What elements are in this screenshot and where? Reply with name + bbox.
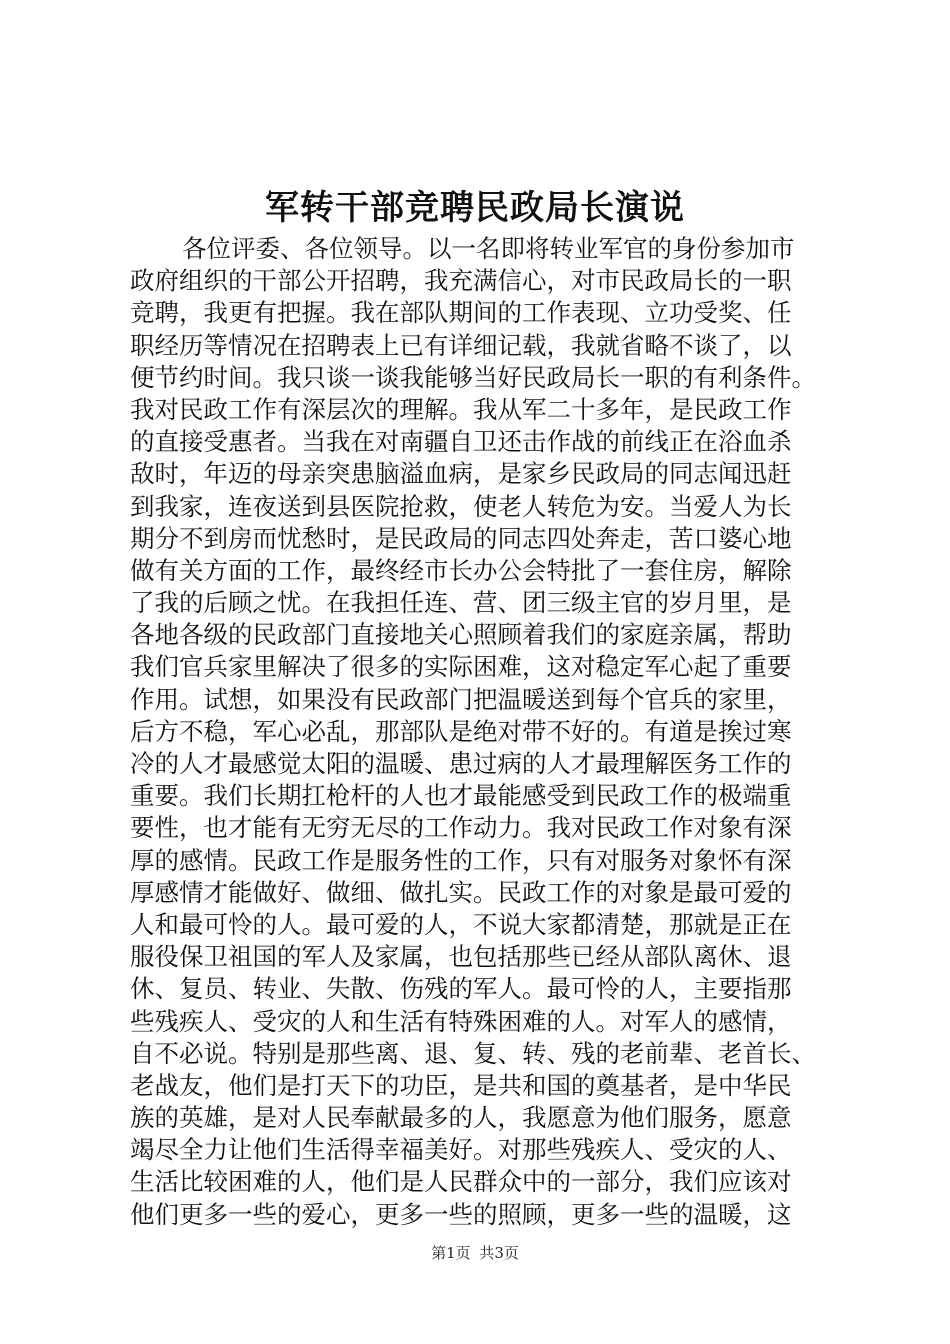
body-line: 各位评委、各位领导。以一名即将转业军官的身份参加市 (182, 234, 795, 263)
page-number: 第1页 (431, 1244, 471, 1262)
body-line: 做有关方面的工作，最终经市长办公会特批了一套住房，解除 (130, 555, 792, 585)
body-line: 的直接受惠者。当我在对南疆自卫还击作战的前线正在浴血杀 (130, 427, 792, 457)
body-line: 族的英雄，是对人民奉献最多的人，我愿意为他们服务，愿意 (130, 1103, 792, 1133)
body-line: 他们更多一些的爱心，更多一些的照顾，更多一些的温暖，这 (130, 1199, 792, 1229)
body-line: 人和最可怜的人。最可爱的人，不说大家都清楚，那就是正在 (130, 909, 792, 939)
body-line: 休、复员、转业、失散、伤残的军人。最可怜的人，主要指那 (130, 974, 792, 1004)
body-line: 了我的后顾之忧。在我担任连、营、团三级主官的岁月里，是 (130, 588, 792, 618)
body-line: 竭尽全力让他们生活得幸福美好。对那些残疾人、受灾的人、 (130, 1135, 792, 1165)
body-line: 厚的感情。民政工作是服务性的工作，只有对服务对象怀有深 (130, 845, 792, 875)
body-line: 各地各级的民政部门直接地关心照顾着我们的家庭亲属，帮助 (130, 620, 792, 650)
page-total: 共3页 (479, 1244, 519, 1262)
body-line: 服役保卫祖国的军人及家属，也包括那些已经从部队离休、退 (130, 942, 792, 972)
body-line: 些残疾人、受灾的人和生活有特殊困难的人。对军人的感情， (130, 1006, 792, 1036)
body-line: 职经历等情况在招聘表上已有详细记载，我就省略不谈了，以 (130, 330, 792, 360)
body-line: 重要。我们长期扛枪杆的人也才最能感受到民政工作的极端重 (130, 781, 792, 811)
document-title: 军转干部竞聘民政局长演说 (265, 188, 685, 228)
body-line: 期分不到房而忧愁时，是民政局的同志四处奔走，苦口婆心地 (130, 523, 792, 553)
body-line: 我们官兵家里解决了很多的实际困难，这对稳定军心起了重要 (130, 652, 792, 682)
body-line: 政府组织的干部公开招聘，我充满信心，对市民政局长的一职 (130, 266, 792, 296)
page-footer (0, 1243, 950, 1263)
body-line: 老战友，他们是打天下的功臣，是共和国的奠基者，是中华民 (130, 1070, 792, 1100)
body-line: 后方不稳，军心必乱，那部队是绝对带不好的。有道是挨过寒 (130, 716, 792, 746)
body-line: 厚感情才能做好、做细、做扎实。民政工作的对象是最可爱的 (130, 877, 792, 907)
body-line: 便节约时间。我只谈一谈我能够当好民政局长一职的有利条件。 (130, 362, 816, 392)
document-body (130, 233, 830, 1231)
body-line: 要性，也才能有无穷无尽的工作动力。我对民政工作对象有深 (130, 813, 792, 843)
body-line: 敌时，年迈的母亲突患脑溢血病，是家乡民政局的同志闻迅赶 (130, 459, 792, 489)
body-line: 冷的人才最感觉太阳的温暖、患过病的人才最理解医务工作的 (130, 749, 792, 778)
body-line: 我对民政工作有深层次的理解。我从军二十多年，是民政工作 (130, 394, 792, 424)
body-line: 作用。试想，如果没有民政部门把温暖送到每个官兵的家里， (130, 684, 792, 714)
body-line: 竞聘，我更有把握。我在部队期间的工作表现、立功受奖、任 (130, 298, 792, 328)
body-line: 到我家，连夜送到县医院抢救，使老人转危为安。当爱人为长 (130, 491, 792, 521)
body-line: 生活比较困难的人，他们是人民群众中的一部分，我们应该对 (130, 1167, 792, 1197)
body-line: 自不必说。特别是那些离、退、复、转、残的老前辈、老首长、 (130, 1038, 816, 1068)
